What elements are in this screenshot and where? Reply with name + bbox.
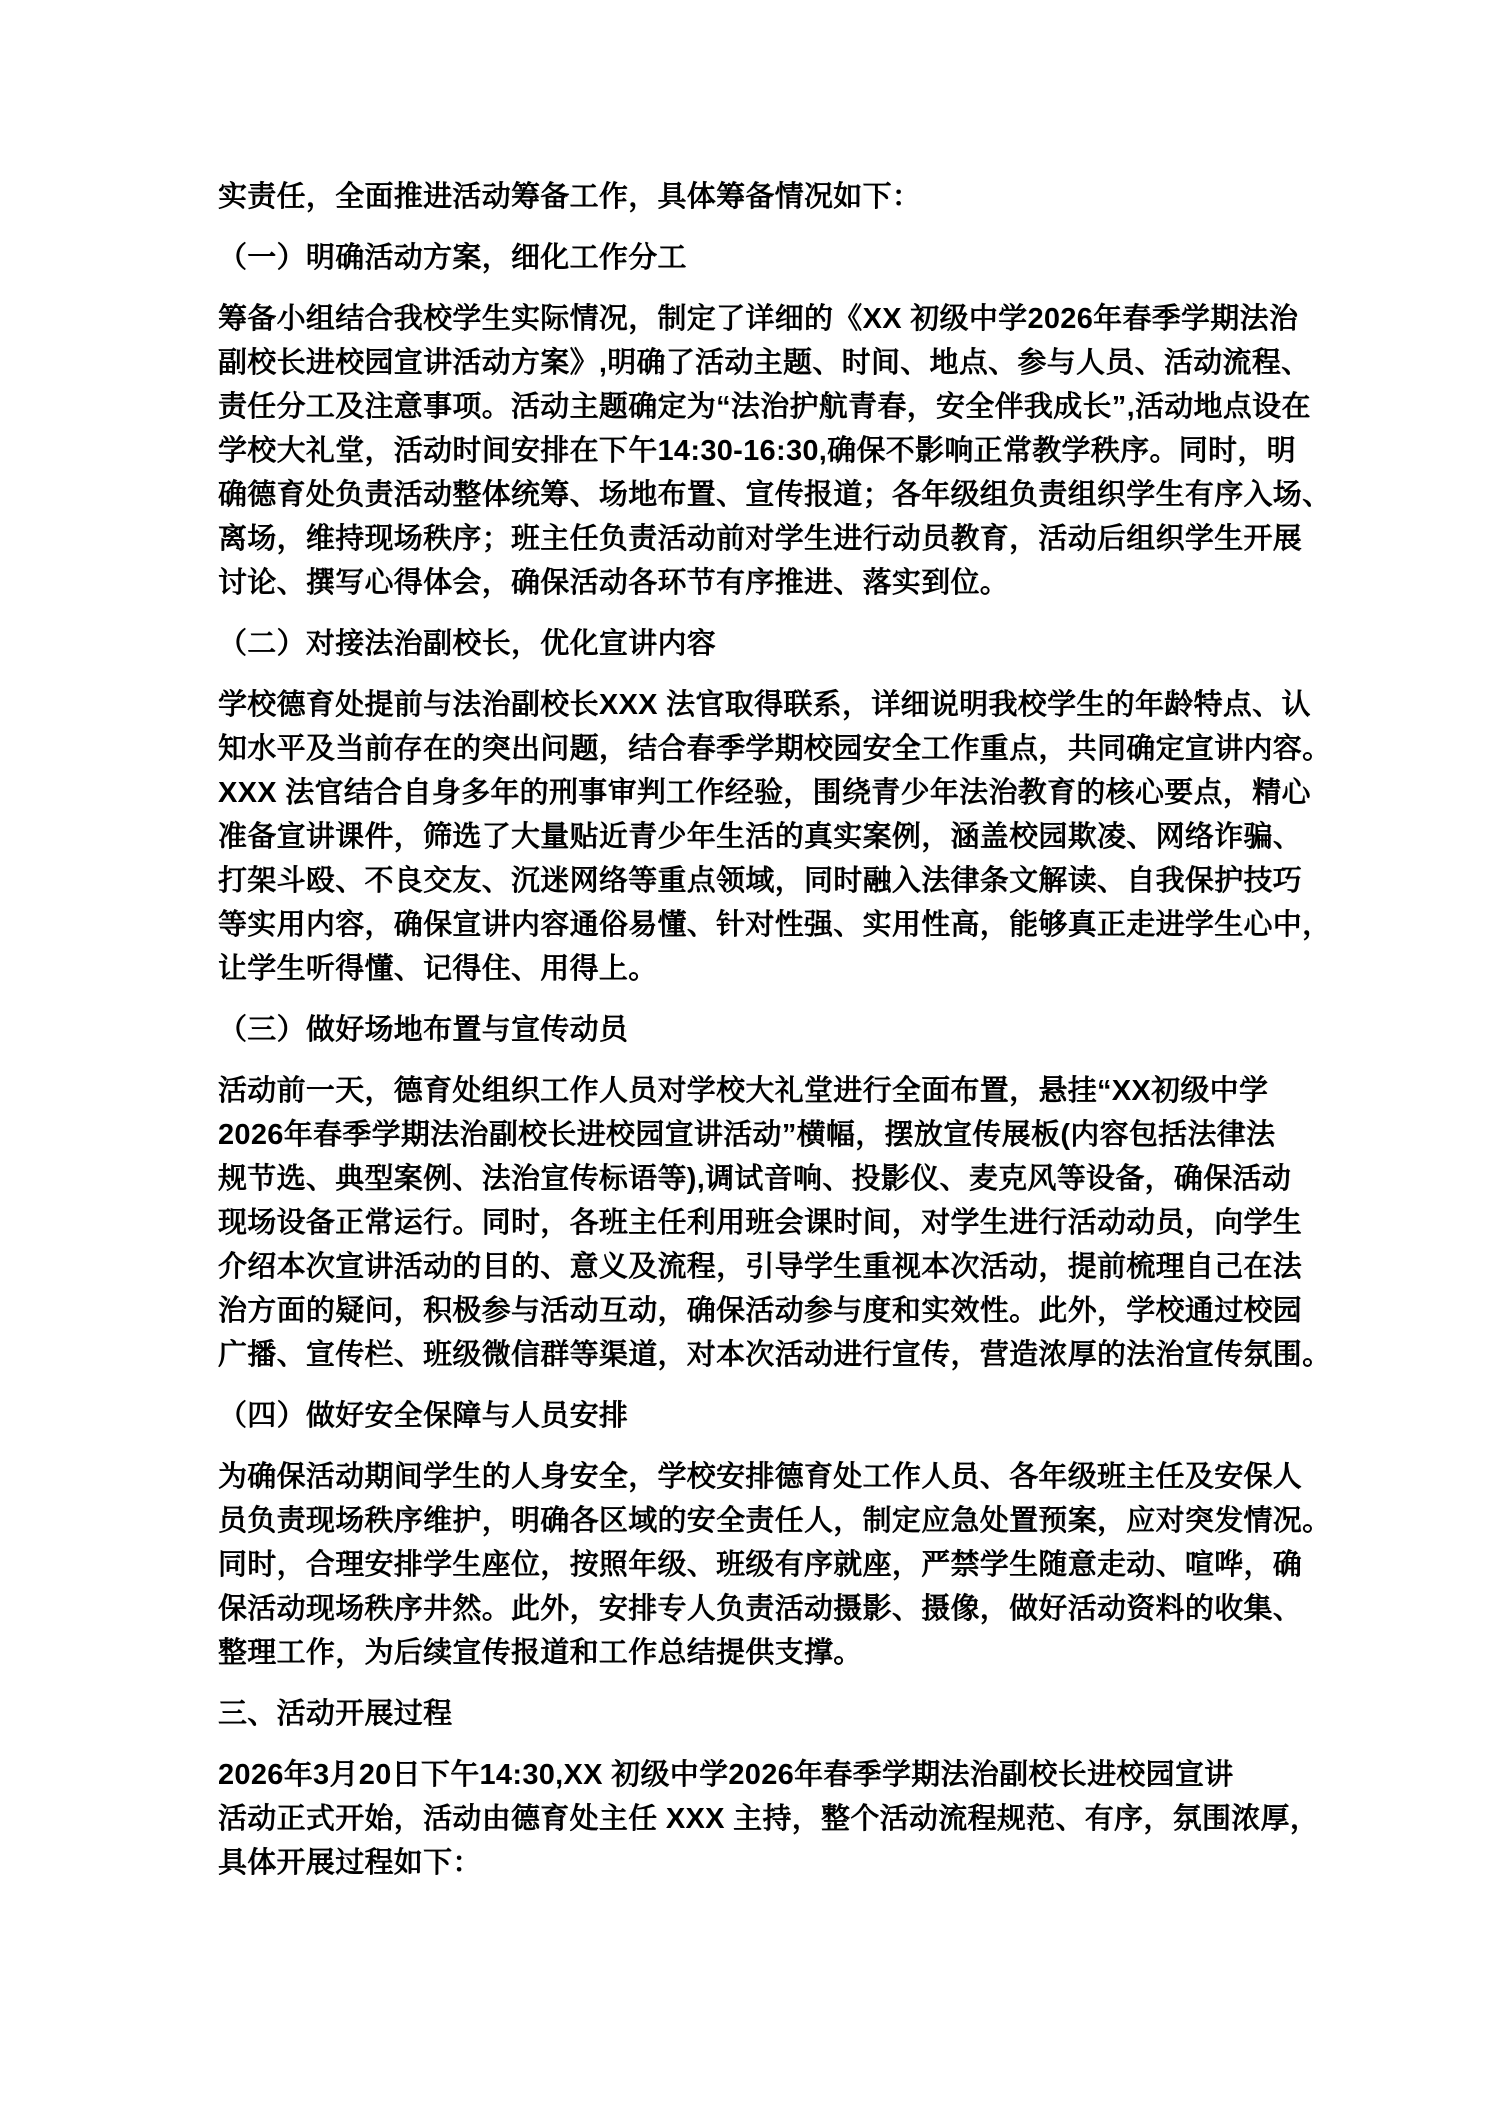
text-line: 为确保活动期间学生的人身安全，学校安排德育处工作人员、各年级班主任及安保人	[218, 1461, 1303, 1493]
text-line: 广播、宣传栏、班级微信群等渠道，对本次活动进行宣传，营造浓厚的法治宣传氛围。	[218, 1339, 1332, 1371]
text-line: 整理工作，为后续宣传报道和工作总结提供支撑。	[218, 1637, 863, 1669]
text-line: 现场设备正常运行。同时，各班主任利用班会课时间，对学生进行活动动员，向学生	[218, 1207, 1303, 1239]
text-line: 讨论、撰写心得体会，确保活动各环节有序推进、落实到位。	[218, 567, 1010, 599]
text-line: 等实用内容，确保宣讲内容通俗易懂、针对性强、实用性高，能够真正走进学生心中，	[218, 909, 1332, 941]
text-line: 准备宣讲课件，筛选了大量贴近青少年生活的真实案例，涵盖校园欺凌、网络诈骗、	[218, 821, 1303, 853]
text-line: 介绍本次宣讲活动的目的、意义及流程，引导学生重视本次活动，提前梳理自己在法	[218, 1251, 1303, 1283]
text-line: 具体开展过程如下：	[218, 1847, 482, 1879]
text-line: 副校长进校园宣讲活动方案》,明确了活动主题、时间、地点、参与人员、活动流程、	[218, 347, 1311, 379]
section-heading	[218, 1394, 1318, 1438]
section-heading	[218, 1692, 1318, 1736]
text-line: 活动前一天，德育处组织工作人员对学校大礼堂进行全面布置，悬挂“XX初级中学	[218, 1075, 1269, 1107]
text-line: 学校德育处提前与法治副校长XXX 法官取得联系，详细说明我校学生的年龄特点、认	[218, 689, 1311, 721]
paragraph	[218, 175, 1318, 219]
paragraph	[218, 1069, 1332, 1377]
section-heading	[218, 622, 1318, 666]
text-line: 治方面的疑问，积极参与活动互动，确保活动参与度和实效性。此外，学校通过校园	[218, 1295, 1303, 1327]
paragraph	[218, 297, 1332, 605]
text-line: （二）对接法治副校长，优化宣讲内容	[218, 628, 717, 660]
section-heading	[218, 1008, 1318, 1052]
text-line: 学校大礼堂，活动时间安排在下午14:30-16:30,确保不影响正常教学秩序。同时，明	[218, 435, 1296, 467]
text-line: 筹备小组结合我校学生实际情况，制定了详细的《XX 初级中学2026年春季学期法治	[218, 303, 1299, 335]
text-line: XXX 法官结合自身多年的刑事审判工作经验，围绕青少年法治教育的核心要点，精心	[218, 777, 1311, 809]
document-content	[218, 175, 1332, 1885]
text-line: 知水平及当前存在的突出问题，结合春季学期校园安全工作重点，共同确定宣讲内容。	[218, 733, 1332, 765]
text-line: 让学生听得懂、记得住、用得上。	[218, 953, 658, 985]
text-line: 2026年春季学期法治副校长进校园宣讲活动”横幅，摆放宣传展板(内容包括法律法	[218, 1119, 1276, 1151]
text-line: 2026年3月20日下午14:30,XX 初级中学2026年春季学期法治副校长进校园宣讲	[218, 1759, 1234, 1791]
text-line: 三、活动开展过程	[218, 1698, 453, 1730]
text-line: 规节选、典型案例、法治宣传标语等),调试音响、投影仪、麦克风等设备，确保活动	[218, 1163, 1292, 1195]
text-line: 同时，合理安排学生座位，按照年级、班级有序就座，严禁学生随意走动、喧哗，确	[218, 1549, 1303, 1581]
text-line: （三）做好场地布置与宣传动员	[218, 1014, 629, 1046]
text-line: 责任分工及注意事项。活动主题确定为“法治护航青春，安全伴我成长”,活动地点设在	[218, 391, 1311, 423]
text-line: 确德育处负责活动整体统筹、场地布置、宣传报道；各年级组负责组织学生有序入场、	[218, 479, 1332, 511]
text-line: 保活动现场秩序井然。此外，安排专人负责活动摄影、摄像，做好活动资料的收集、	[218, 1593, 1303, 1625]
paragraph	[218, 683, 1332, 991]
text-line: 打架斗殴、不良交友、沉迷网络等重点领域，同时融入法律条文解读、自我保护技巧	[218, 865, 1303, 897]
paragraph	[218, 1753, 1318, 1885]
section-heading	[218, 236, 1318, 280]
text-line: （四）做好安全保障与人员安排	[218, 1400, 629, 1432]
text-line: 离场，维持现场秩序；班主任负责活动前对学生进行动员教育，活动后组织学生开展	[218, 523, 1303, 555]
text-line: 活动正式开始，活动由德育处主任 XXX 主持，整个活动流程规范、有序，氛围浓厚，	[218, 1803, 1320, 1835]
text-line: （一）明确活动方案，细化工作分工	[218, 242, 687, 274]
paragraph	[218, 1455, 1332, 1675]
text-line: 实责任，全面推进活动筹备工作，具体筹备情况如下：	[218, 181, 922, 213]
text-line: 员负责现场秩序维护，明确各区域的安全责任人，制定应急处置预案，应对突发情况。	[218, 1505, 1332, 1537]
